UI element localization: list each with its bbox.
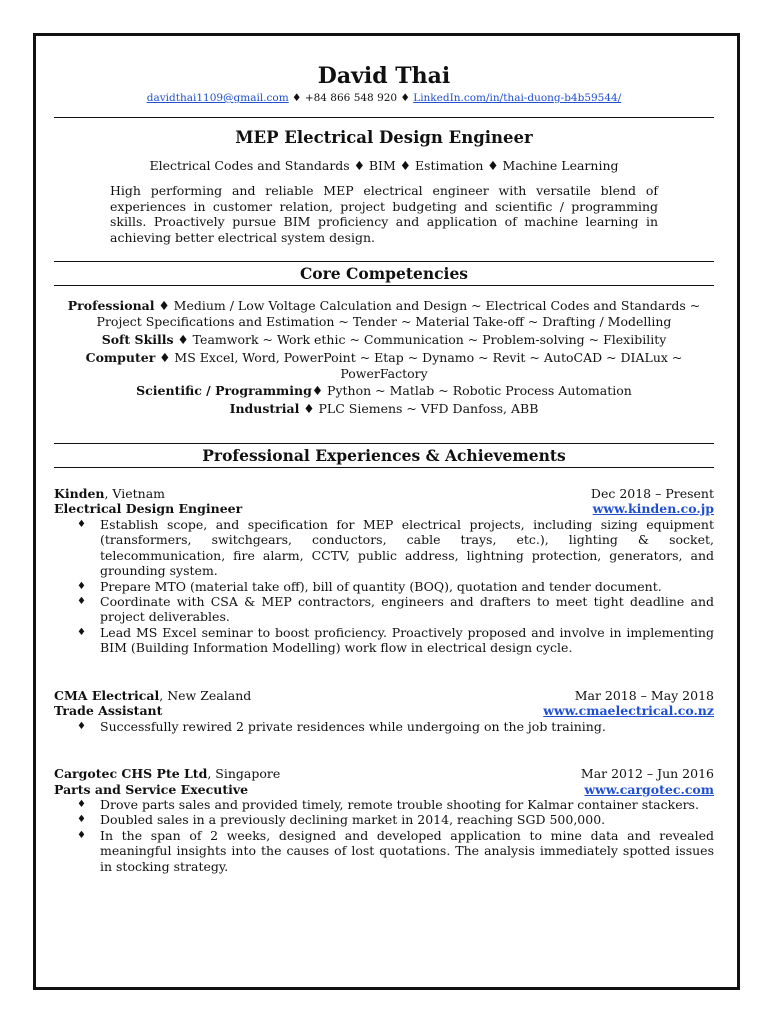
competency-label: Professional xyxy=(67,298,155,314)
list-item: ♦ Drove parts sales and provided timely, remote trouble shooting for Kalmar container stackers. xyxy=(77,797,699,813)
company-website-link[interactable]: www.kinden.co.jp xyxy=(592,501,714,517)
list-item: ♦ In the span of 2 weeks, designed and developed application to mine data and revealed meaningful insights into the causes of lost quotations. The analysis immediately spotted issues in stocking strategy. xyxy=(77,827,714,874)
list-item: ♦ Establish scope, and specification for MEP electrical projects, including sizing equipment (transformers, switchgears, conductors, cable trays, etc.), lighting & socket, telecommunication, fire alarm, CCTV, public address, lightning protection, generators, and grounding system. xyxy=(77,516,714,579)
job-dates: Dec 2018 – Present xyxy=(590,485,714,501)
bullet-diamond-icon: ♦ xyxy=(77,626,86,638)
bullet-diamond-icon: ♦ xyxy=(77,814,86,826)
competencies-list xyxy=(54,298,714,417)
bullet-diamond-icon: ♦ xyxy=(77,799,86,811)
job-role: Parts and Service Executive xyxy=(54,781,249,797)
resume xyxy=(54,62,714,874)
job-bullets xyxy=(54,797,714,874)
job-dates: Mar 2018 – May 2018 xyxy=(574,687,714,703)
company-name: CMA Electrical xyxy=(54,687,160,703)
job-role: Trade Assistant xyxy=(54,703,163,719)
divider xyxy=(54,117,714,118)
job-dates: Mar 2012 – Jun 2016 xyxy=(580,766,714,782)
separator-diamond: ♦ xyxy=(400,92,410,104)
company-location: , Vietnam xyxy=(104,485,166,501)
section-title-competencies: Core Competencies xyxy=(299,264,469,284)
competency-professional xyxy=(54,298,714,330)
divider xyxy=(54,285,714,286)
bullet-diamond-icon: ♦ xyxy=(77,580,86,592)
job-entry-cma xyxy=(54,688,714,734)
bullet-diamond-icon: ♦ xyxy=(77,829,86,841)
divider xyxy=(54,261,714,262)
job-subheader xyxy=(54,703,714,719)
bullet-diamond-icon: ♦ xyxy=(77,720,86,732)
phone-number: +84 866 548 920 xyxy=(304,92,398,104)
competency-text: ♦ Medium / Low Voltage Calculation and Design ~ Electrical Codes and Standards ~ Project Specifications and Estimation ~ Tender ~ Material Take-off ~ Drafting / Modelling xyxy=(96,298,701,330)
competency-scientific xyxy=(54,383,714,399)
company-website-link[interactable]: www.cargotec.com xyxy=(584,781,714,797)
competency-label: Industrial xyxy=(229,401,300,417)
linkedin-link[interactable]: LinkedIn.com/in/thai-duong-b4b59544/ xyxy=(413,92,622,104)
company xyxy=(54,688,251,704)
company xyxy=(54,766,280,782)
company-name: Kinden xyxy=(54,485,105,501)
list-item: ♦ Lead MS Excel seminar to boost proficiency. Proactively proposed and involve in implementing BIM (Building Information Modelling) work flow in electrical design cycle. xyxy=(77,624,714,656)
job-entry-cargotec xyxy=(54,766,714,874)
company-name: Cargotec CHS Pte Ltd xyxy=(54,766,208,782)
bullet-diamond-icon: ♦ xyxy=(77,518,86,530)
job-bullets xyxy=(54,517,714,656)
competency-label: Computer xyxy=(85,349,156,365)
list-item: ♦ Prepare MTO (material take off), bill of quantity (BOQ), quotation and tender document. xyxy=(77,578,662,594)
competency-computer xyxy=(54,350,714,382)
candidate-name: David Thai xyxy=(317,63,451,89)
job-entry-kinden xyxy=(54,486,714,656)
list-item: ♦ Successfully rewired 2 private residences while undergoing on the job training. xyxy=(77,718,606,734)
competency-text: ♦ Teamwork ~ Work ethic ~ Communication ~ Problem-solving ~ Flexibility xyxy=(173,331,667,347)
section-title-experience: Professional Experiences & Achievements xyxy=(202,445,566,465)
list-item: ♦ Doubled sales in a previously declining market in 2014, reaching SGD 500,000. xyxy=(77,812,606,828)
keywords: Electrical Codes and Standards ♦ BIM ♦ Estimation ♦ Machine Learning xyxy=(149,158,619,173)
company xyxy=(54,486,165,502)
company-website-link[interactable]: www.cmaelectrical.co.nz xyxy=(543,703,714,719)
company-location: , Singapore xyxy=(207,766,281,782)
job-header xyxy=(54,486,714,502)
competency-text: ♦ PLC Siemens ~ VFD Danfoss, ABB xyxy=(299,401,539,417)
company-location: , New Zealand xyxy=(159,687,252,703)
job-subheader xyxy=(54,501,714,517)
separator-diamond: ♦ xyxy=(292,92,302,104)
job-title: MEP Electrical Design Engineer xyxy=(235,128,533,147)
competency-soft-skills xyxy=(54,332,714,348)
competency-industrial xyxy=(54,401,714,417)
bullet-diamond-icon: ♦ xyxy=(77,595,86,607)
job-role: Electrical Design Engineer xyxy=(54,501,243,517)
divider xyxy=(54,467,714,468)
job-subheader xyxy=(54,782,714,798)
job-header xyxy=(54,766,714,782)
email-link[interactable]: davidthai1109@gmail.com xyxy=(146,92,289,104)
competency-label: Soft Skills xyxy=(101,331,174,347)
list-item: ♦ Coordinate with CSA & MEP contractors, engineers and drafters to meet tight deadline and project deliverables. xyxy=(77,593,714,625)
divider xyxy=(54,443,714,444)
competency-text: ♦ Python ~ Matlab ~ Robotic Process Automation xyxy=(311,383,632,399)
competency-label: Scientific / Programming xyxy=(136,383,312,399)
competency-text: ♦ MS Excel, Word, PowerPoint ~ Etap ~ Dynamo ~ Revit ~ AutoCAD ~ DIALux ~ PowerFactory xyxy=(155,349,683,381)
summary: High performing and reliable MEP electrical engineer with versatile blend of experiences in customer relation, project budgeting and scientific / programming skills. Proactively pursue BIM proficiency and application of machine learning in achieving better electrical system design. xyxy=(110,183,658,245)
contact-line xyxy=(54,91,714,105)
job-bullets xyxy=(54,719,714,734)
job-header xyxy=(54,688,714,704)
